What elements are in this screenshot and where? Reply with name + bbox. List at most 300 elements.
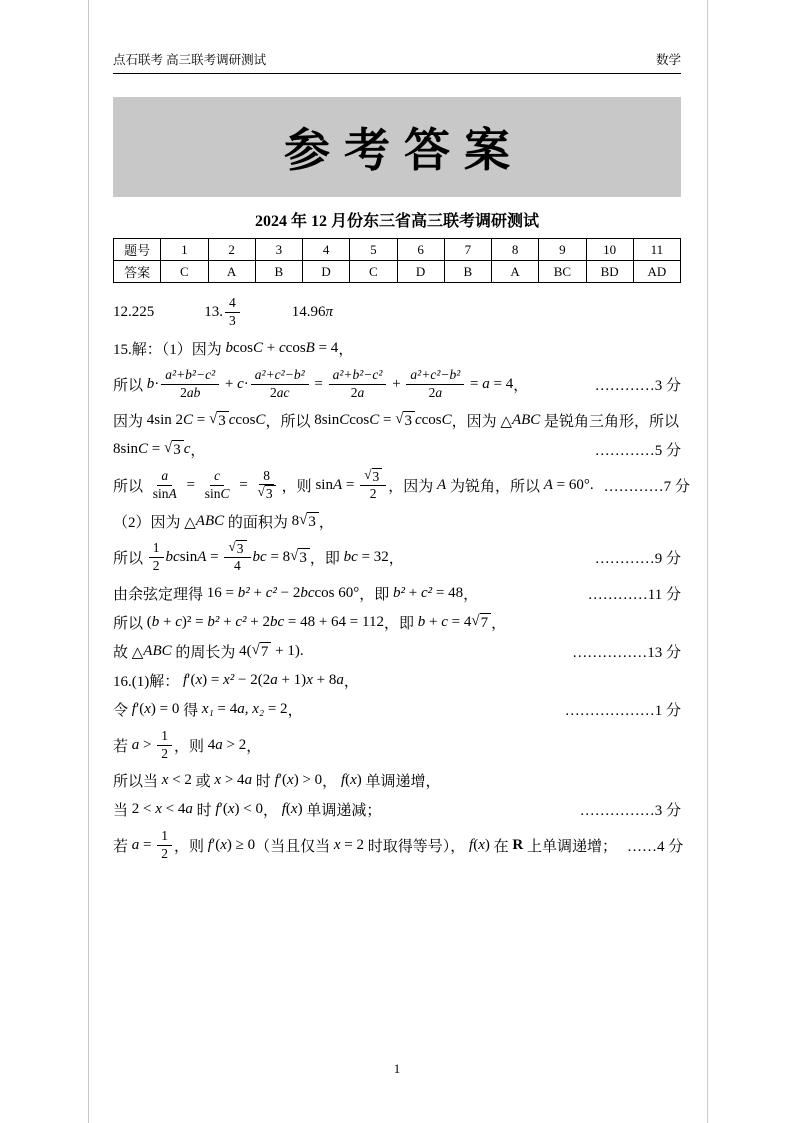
math-italic-segment: a: [270, 671, 278, 688]
fraction-numerator: [259, 468, 274, 486]
math-upright-segment: (: [285, 801, 291, 818]
solution-line: [113, 466, 690, 503]
solution-line: [113, 828, 684, 863]
fraction: [360, 468, 386, 503]
math-italic-segment: x: [227, 801, 235, 818]
math-italic-segment: A: [332, 476, 343, 493]
math-upright-segment: =: [235, 476, 252, 493]
text-segment: 若: [113, 839, 132, 856]
fraction: [406, 367, 464, 402]
math-italic-segment: f: [215, 801, 220, 818]
math-upright-segment: 3: [404, 412, 412, 429]
text-segment: ，所以: [265, 413, 315, 430]
radical-sign: √: [290, 547, 299, 564]
math-italic-segment: a: [482, 375, 490, 392]
math-italic-segment: x₂: [252, 700, 265, 717]
math-italic-segment: c²: [235, 613, 247, 630]
fraction-denominator: [230, 558, 245, 575]
text-segment: 时: [252, 774, 275, 791]
math-italic-segment: π: [325, 303, 334, 320]
solution-line: [113, 799, 681, 820]
square-root: [209, 411, 229, 430]
math-italic-segment: C: [255, 411, 266, 428]
score-marker: ……………3 分: [579, 803, 681, 820]
text-segment: ，: [262, 803, 282, 820]
math-italic-segment: C: [253, 339, 264, 356]
square-root: [164, 440, 184, 459]
math-italic-segment: b²: [207, 613, 220, 630]
math-upright-segment: ′(: [211, 837, 221, 854]
radical-sign: √: [395, 410, 404, 427]
math-italic-segment: c²: [420, 584, 433, 601]
fraction-denominator: [254, 485, 280, 502]
text-segment: ，: [246, 738, 262, 755]
math-upright-segment: > 2: [222, 736, 247, 753]
math-italic-segment: c: [175, 613, 182, 630]
math-italic-segment: B: [305, 339, 315, 356]
math-upright-segment: +: [388, 375, 405, 392]
answer-cell: 4: [303, 239, 350, 261]
math-italic-segment: x²: [223, 671, 235, 688]
math-upright-segment: (: [473, 837, 479, 854]
solution-line: [113, 612, 681, 633]
answer-cell: BD: [586, 261, 633, 283]
math-upright-segment: sin: [204, 485, 221, 501]
math-upright-segment: ): [297, 801, 303, 818]
math-upright-segment: sin: [152, 485, 169, 501]
text-segment: 所以当: [113, 774, 162, 791]
math-italic-segment: bc: [252, 548, 267, 565]
math-italic-segment: ABC: [511, 411, 541, 428]
title-banner: [113, 97, 681, 197]
answer-cell: 10: [586, 239, 633, 261]
text-segment: ，因为: [388, 478, 438, 495]
math-upright-segment: +: [249, 584, 266, 601]
math-italic-segment: x: [214, 772, 222, 789]
math-upright-segment: = 48 + 64 = 112: [284, 613, 384, 630]
square-root: [299, 512, 319, 531]
exam-subtitle: 2024 年 12 月份东三省高三联考调研测试: [254, 213, 539, 230]
text-segment: 13.: [204, 303, 223, 320]
row-label-cell: 答案: [114, 261, 161, 283]
math-italic-segment: a: [131, 736, 140, 753]
math-italic-segment: c: [237, 375, 244, 392]
math-upright-segment: +: [219, 613, 236, 630]
math-italic-segment: x: [287, 772, 294, 789]
row-label-cell: 题号: [114, 239, 161, 261]
math-italic-segment: b: [146, 375, 155, 392]
text-segment: 若: [113, 738, 132, 755]
fraction: [149, 540, 164, 575]
math-italic-segment: a: [185, 801, 193, 818]
radical-sign: √: [257, 484, 265, 500]
answer-cell: 7: [444, 239, 491, 261]
math-italic-segment: x: [333, 837, 341, 854]
math-upright-segment: − 2: [276, 584, 301, 601]
math-upright-segment: 8sin: [314, 411, 340, 428]
math-upright-segment: +: [263, 339, 279, 356]
answer-cell: AD: [633, 261, 680, 283]
math-upright-segment: > 4: [221, 772, 245, 789]
radical-sign: √: [299, 511, 308, 528]
text-segment: 在: [489, 839, 513, 856]
math-upright-segment: ·: [243, 375, 249, 392]
math-italic-segment: x: [220, 837, 227, 854]
text-segment: （当且仅当: [255, 839, 334, 856]
radical-sign: √: [164, 439, 173, 456]
text-segment: ，: [343, 673, 359, 690]
math-upright-segment: (: [345, 772, 351, 789]
text-segment: ，则: [281, 478, 316, 495]
score-marker: …………3 分: [594, 377, 681, 394]
text-segment: ，: [338, 341, 354, 358]
answer-cell: 6: [397, 239, 444, 261]
math-italic-segment: x: [306, 671, 313, 688]
answer-cell: 11: [633, 239, 680, 261]
answer-cell: 9: [539, 239, 586, 261]
math-italic-segment: a²+c²−b²: [410, 366, 461, 382]
header-left-text: 点石联考 高三联考调研测试: [113, 53, 267, 67]
fraction: [225, 295, 240, 330]
math-upright-segment: sin: [315, 476, 333, 493]
text-segment: 所以: [113, 377, 147, 394]
answer-cell: 5: [350, 239, 397, 261]
solution-line: [113, 439, 681, 460]
math-upright-segment: cos: [285, 339, 306, 356]
text-segment: 14.96: [291, 303, 326, 320]
math-italic-segment: C: [441, 411, 452, 428]
answer-cell: A: [208, 261, 255, 283]
math-upright-segment: 3: [218, 412, 226, 429]
fraction: [329, 367, 387, 402]
text-segment: 由余弦定理得: [113, 586, 207, 603]
fraction-denominator: [176, 385, 204, 402]
math-italic-segment: A: [168, 485, 177, 501]
text-segment: 因为: [113, 413, 147, 430]
math-upright-segment: cos: [421, 411, 442, 428]
math-italic-segment: b²: [393, 584, 406, 601]
math-italic-segment: c: [414, 411, 422, 428]
square-root: [258, 485, 276, 502]
score-marker: ……………13 分: [572, 644, 681, 661]
math-upright-segment: < 2: [168, 772, 192, 789]
answer-cell: 2: [208, 239, 255, 261]
math-upright-segment: 2 <: [131, 801, 156, 818]
math-italic-segment: x: [155, 801, 162, 818]
math-upright-segment: < 4: [161, 801, 186, 818]
score-marker: ………………1 分: [564, 702, 681, 719]
fraction: [254, 468, 280, 503]
math-upright-segment: 2: [161, 846, 168, 862]
math-italic-segment: C: [369, 411, 380, 428]
math-upright-segment: = 32: [357, 548, 389, 565]
math-upright-segment: 3: [236, 540, 244, 556]
answer-cell: D: [303, 261, 350, 283]
radicand: [260, 642, 272, 661]
answer-cell: B: [444, 261, 491, 283]
radical-sign: √: [364, 466, 372, 482]
math-italic-segment: a²+b²−c²: [165, 366, 216, 382]
math-upright-segment: 4sin 2: [146, 411, 184, 428]
math-italic-segment: c: [214, 467, 221, 483]
text-segment: ，即: [359, 586, 394, 603]
fraction: [251, 367, 309, 402]
math-italic-segment: c: [183, 440, 191, 457]
math-upright-segment: 3: [308, 513, 316, 530]
math-upright-segment: =: [379, 411, 396, 428]
math-italic-segment: x: [161, 772, 169, 789]
math-upright-segment: 3: [173, 441, 181, 458]
math-upright-segment: +: [159, 613, 176, 630]
fraction-numerator: [360, 468, 386, 486]
fraction-denominator: [157, 746, 172, 763]
radicand: [172, 440, 184, 459]
text-segment: 时: [192, 803, 216, 820]
math-italic-segment: bc: [300, 584, 315, 601]
fraction: [149, 468, 181, 503]
solution-line: [113, 670, 681, 691]
math-upright-segment: = 2: [340, 837, 365, 854]
math-upright-segment: cos: [235, 411, 256, 428]
text-segment: .: [589, 476, 594, 493]
radicand: [372, 468, 383, 485]
math-italic-segment: c: [228, 411, 236, 428]
fraction-denominator: [366, 486, 381, 503]
text-segment: ，因为 △: [451, 413, 512, 430]
radicand: [480, 613, 492, 632]
math-italic-segment: a: [435, 384, 443, 400]
math-italic-segment: f: [131, 700, 136, 717]
fraction-numerator: [251, 367, 309, 385]
square-root: [252, 642, 272, 661]
math-italic-segment: f: [183, 671, 188, 688]
fraction-numerator: [329, 367, 387, 385]
text-segment: ，则: [173, 839, 208, 856]
math-upright-segment: =: [342, 476, 359, 493]
math-upright-segment: 4: [229, 295, 236, 310]
solution-line: [113, 728, 681, 763]
answer-cell: D: [397, 261, 444, 283]
math-upright-segment: 7: [260, 643, 269, 660]
answer-table-row: [114, 261, 681, 283]
fraction-numerator: [157, 728, 172, 746]
math-upright-segment: ′(: [135, 700, 145, 717]
math-italic-segment: c²: [265, 584, 277, 601]
math-upright-segment: = 4: [447, 613, 472, 630]
text-segment: ，: [190, 442, 206, 459]
math-italic-segment: a: [336, 671, 344, 688]
math-upright-segment: 2: [428, 384, 436, 400]
square-root: [364, 468, 382, 485]
math-upright-segment: =: [466, 375, 483, 392]
math-upright-segment: 7: [480, 614, 489, 631]
radical-sign: √: [251, 641, 260, 658]
math-italic-segment: c: [441, 613, 448, 630]
radicand: [403, 411, 415, 430]
radicand: [265, 485, 276, 502]
radical-sign: √: [209, 410, 218, 427]
fraction-numerator: [157, 468, 172, 486]
answer-cell: 1: [161, 239, 208, 261]
math-upright-segment: >: [139, 736, 156, 753]
fraction-denominator: [225, 313, 240, 330]
page-footer: [0, 1061, 794, 1077]
math-upright-segment: + 8: [312, 671, 337, 688]
math-upright-segment: 4: [234, 557, 241, 573]
math-italic-segment: x: [144, 700, 151, 717]
math-upright-segment: ) > 0: [293, 772, 323, 789]
text-segment: 故 △: [113, 644, 144, 661]
text-segment: 上单调递增；: [523, 839, 617, 856]
text-segment: 为锐角，所以: [446, 478, 544, 495]
score-marker: …………11 分: [587, 586, 681, 603]
text-segment: ，: [318, 514, 334, 531]
math-upright-segment: ,: [244, 700, 253, 717]
fraction-denominator: [201, 486, 234, 503]
math-upright-segment: 2: [161, 745, 168, 761]
fraction-denominator: [347, 385, 369, 402]
answer-cell: 8: [492, 239, 539, 261]
text-segment: 或: [191, 774, 215, 791]
text-segment: 单调递减；: [302, 803, 382, 820]
radicand: [236, 540, 247, 557]
math-italic-segment: A: [197, 548, 207, 565]
math-upright-segment: + 1): [277, 671, 307, 688]
math-upright-segment: = 60°: [552, 476, 590, 493]
math-upright-segment: + 1): [271, 642, 300, 659]
radicand: [298, 548, 310, 567]
math-upright-segment: = 8: [266, 548, 291, 565]
math-upright-segment: 2: [369, 485, 377, 501]
radicand: [217, 411, 229, 430]
score-marker: …………7 分: [603, 478, 690, 495]
math-italic-segment: a: [357, 384, 365, 400]
fraction-numerator: [210, 468, 224, 486]
text-segment: 令: [113, 702, 132, 719]
fraction-denominator: [157, 846, 172, 863]
math-upright-segment: sin: [179, 548, 198, 565]
math-italic-segment: a: [215, 736, 223, 753]
math-upright-segment: ·: [154, 375, 160, 392]
math-italic-segment: x₁: [201, 700, 214, 717]
text-segment: （2）因为 △: [113, 514, 196, 531]
math-upright-segment: cos: [233, 339, 254, 356]
math-italic-segment: A: [543, 476, 553, 493]
text-segment: 是锐角三角形，所以: [540, 413, 680, 430]
solution-line: [113, 770, 681, 791]
fraction: [161, 367, 219, 402]
math-upright-segment: =: [193, 411, 210, 428]
text-segment: 15.解：（1）因为: [113, 341, 226, 358]
math-upright-segment: =: [206, 548, 223, 565]
math-upright-segment: 4(: [239, 642, 252, 659]
math-upright-segment: ) < 0: [234, 801, 263, 818]
math-italic-segment: f: [274, 772, 279, 789]
math-upright-segment: 8: [263, 467, 270, 483]
text-segment: ，则: [173, 738, 208, 755]
text-segment: 当: [113, 803, 132, 820]
math-upright-segment: 4: [207, 736, 216, 753]
math-upright-segment: 3: [372, 468, 380, 484]
solution-line: [113, 583, 681, 604]
square-root: [228, 540, 246, 557]
math-upright-segment: 1: [161, 727, 168, 743]
radical-sign: √: [471, 612, 480, 629]
math-italic-segment: x: [350, 772, 357, 789]
math-upright-segment: cos: [349, 411, 370, 428]
solution-line: [113, 699, 681, 720]
math-italic-segment: a: [131, 837, 140, 854]
score-marker: ……4 分: [627, 839, 684, 856]
header-right-text: 数学: [655, 53, 681, 67]
text-segment: 的周长为: [171, 644, 240, 661]
math-upright-segment: +: [405, 584, 421, 601]
math-upright-segment: 3: [265, 486, 273, 502]
math-italic-segment: x: [478, 837, 485, 854]
math-italic-segment: bc: [343, 548, 358, 565]
math-italic-segment: a: [161, 467, 169, 483]
text-segment: ，即: [309, 550, 344, 567]
math-italic-segment: b: [417, 613, 426, 630]
math-upright-segment: =: [139, 837, 156, 854]
fraction-denominator: [266, 385, 294, 402]
math-italic-segment: a²+b²−c²: [332, 366, 383, 382]
math-upright-segment: =: [182, 476, 199, 493]
math-italic-segment: ab: [186, 384, 201, 400]
text-segment: ，: [463, 586, 479, 603]
math-upright-segment: ): [356, 772, 362, 789]
math-upright-segment: 8sin: [113, 440, 139, 457]
answer-cell: BC: [539, 261, 586, 283]
math-upright-segment: cos 60°: [314, 584, 360, 601]
math-italic-segment: c: [279, 339, 286, 356]
math-italic-segment: f: [340, 772, 346, 789]
math-upright-segment: ) =: [202, 671, 224, 688]
solution-lines: [113, 295, 690, 863]
fraction: [157, 728, 172, 763]
math-italic-segment: x: [195, 671, 203, 688]
math-italic-segment: b: [151, 613, 160, 630]
math-italic-segment: bc: [269, 613, 285, 630]
answer-cell: C: [161, 261, 208, 283]
math-upright-segment: )² =: [181, 613, 208, 630]
math-upright-segment: = 4: [489, 375, 514, 392]
math-upright-segment: 2: [180, 384, 187, 400]
text-segment: ，: [388, 550, 404, 567]
math-upright-segment: + 2: [246, 613, 270, 630]
math-italic-segment: a²+c²−b²: [254, 366, 305, 382]
page-title: 参考答案: [284, 124, 524, 176]
text-segment: 的面积为: [224, 514, 292, 531]
math-upright-segment: 2: [152, 557, 160, 573]
answer-table: [113, 238, 681, 283]
math-upright-segment: ) ≥ 0: [226, 837, 256, 854]
text-segment: 所以: [113, 550, 147, 567]
math-upright-segment: 16 =: [206, 584, 238, 601]
fraction: [224, 540, 250, 575]
math-upright-segment: (: [146, 613, 152, 630]
math-italic-segment: A: [437, 476, 447, 493]
text-segment: ，: [513, 377, 529, 394]
square-root: [471, 613, 491, 632]
math-upright-segment: = 4: [213, 700, 238, 717]
math-upright-segment: 2: [350, 384, 358, 400]
text-segment: ，: [287, 702, 303, 719]
answer-cell: B: [255, 261, 302, 283]
math-upright-segment: ) = 0: [150, 700, 180, 717]
fraction-denominator: [425, 385, 447, 402]
math-italic-segment: C: [220, 485, 230, 501]
